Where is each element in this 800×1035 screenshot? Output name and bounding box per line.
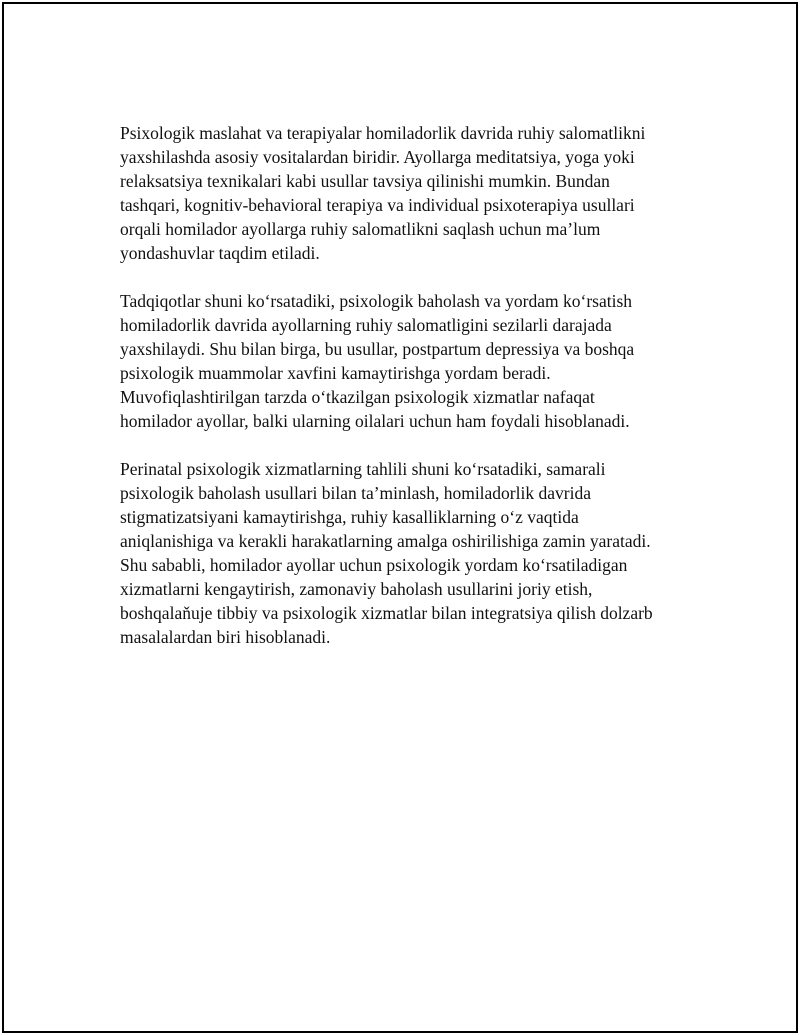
text-line: homiladorlik davrida ayollarning ruhiy salomatligini sezilarli darajada — [120, 315, 612, 335]
text-line: boshqalaňuje tibbiy va psixologik xizmatlar bilan integratsiya qilish dolzarb — [120, 603, 653, 623]
text-line: xizmatlarni kengaytirish, zamonaviy baholash usullarini joriy etish, — [120, 579, 593, 599]
text-line: Perinatal psixologik xizmatlarning tahlili shuni ko‘rsatadiki, samarali — [120, 459, 606, 479]
paragraph-3 — [120, 457, 700, 649]
text-line: yaxshilashda asosiy vositalardan biridir. Ayollarga meditatsiya, yoga yoki — [120, 147, 635, 167]
text-line: relaksatsiya texnikalari kabi usullar tavsiya qilinishi mumkin. Bundan — [120, 171, 610, 191]
paragraph-2 — [120, 289, 700, 433]
document-page — [2, 2, 798, 1033]
text-line: Psixologik maslahat va terapiyalar homiladorlik davrida ruhiy salomatlikni — [120, 123, 646, 143]
text-line: homilador ayollar, balki ularning oilalari uchun ham foydali hisoblanadi. — [120, 411, 630, 431]
paragraph-1 — [120, 121, 700, 265]
text-line: yaxshilaydi. Shu bilan birga, bu usullar, postpartum depressiya va boshqa — [120, 339, 635, 359]
text-line: orqali homilador ayollarga ruhiy salomatlikni saqlash uchun ma’lum — [120, 219, 601, 239]
text-line: stigmatizatsiyani kamaytirishga, ruhiy kasalliklarning o‘z vaqtida — [120, 507, 579, 527]
document-body — [120, 121, 700, 673]
text-line: Shu sababli, homilador ayollar uchun psixologik yordam ko‘rsatiladigan — [120, 555, 628, 575]
text-line: tashqari, kognitiv-behavioral terapiya va individual psixoterapiya usullari — [120, 195, 635, 215]
text-line: masalalardan biri hisoblanadi. — [120, 627, 331, 647]
text-line: Tadqiqotlar shuni ko‘rsatadiki, psixologik baholash va yordam ko‘rsatish — [120, 291, 633, 311]
text-line: Muvofiqlashtirilgan tarzda o‘tkazilgan psixologik xizmatlar nafaqat — [120, 387, 595, 407]
text-line: psixologik baholash usullari bilan ta’minlash, homiladorlik davrida — [120, 483, 591, 503]
text-line: yondashuvlar taqdim etiladi. — [120, 243, 320, 263]
text-line: aniqlanishiga va kerakli harakatlarning amalga oshirilishiga zamin yaratadi. — [120, 531, 651, 551]
text-line: psixologik muammolar xavfini kamaytirishga yordam beradi. — [120, 363, 551, 383]
